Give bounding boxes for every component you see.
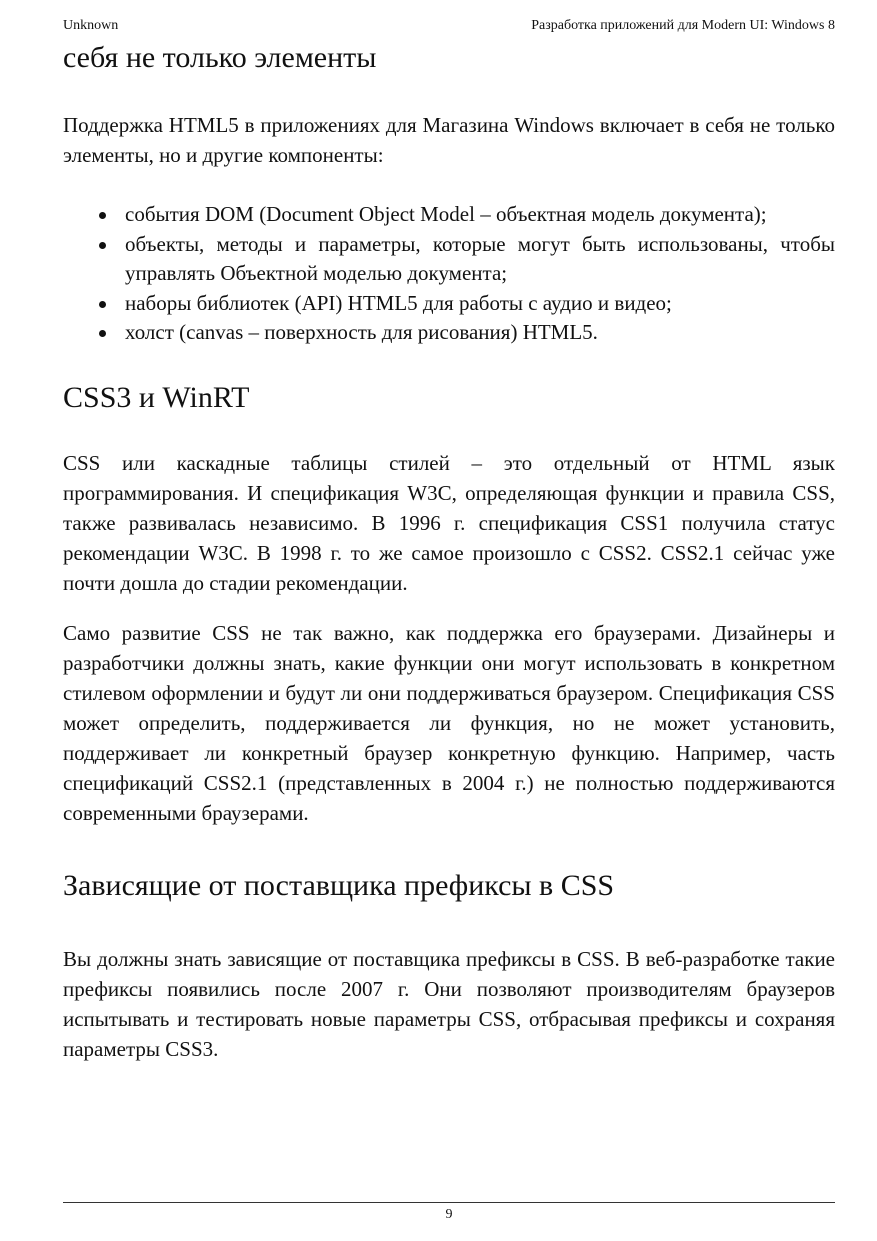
document-page <box>63 0 835 1241</box>
list-item: объекты, методы и параметры, которые могут быть использованы, чтобы управлять Объектной моделью документа; <box>125 230 835 289</box>
paragraph-browser-support: Само развитие CSS не так важно, как поддержка его браузерами. Дизайнеры и разработчики должны знать, какие функции они могут использовать в конкретном стилевом оформлении и будут ли они поддерживаться браузером. Спецификация CSS может определить, поддерживается ли функция, но не может установить, поддерживает ли конкретный браузер конкретную функцию. Например, часть спецификаций CSS2.1 (представленных в 2004 г.) не полностью поддерживаются современными браузерами. <box>63 620 835 825</box>
paragraph-css-history: CSS или каскадные таблицы стилей – это отдельный от HTML язык программирования. И спецификация W3C, определяющая функции и правила CSS, также развивалась независимо. В 1996 г. спецификация CSS1 получила статус рекомендации W3C. В 1998 г. то же самое произошло с CSS2. CSS2.1 сейчас уже почти дошла до стадии рекомендации. <box>63 450 835 595</box>
section-heading-css3-winrt: CSS3 и WinRT <box>63 380 250 414</box>
intro-paragraph: Поддержка HTML5 в приложениях для Магазина Windows включает в себя не только элементы, но и другие компоненты: <box>63 113 835 167</box>
list-item: наборы библиотек (API) HTML5 для работы с аудио и видео; <box>125 289 835 319</box>
page-content <box>63 40 835 1064</box>
paragraph-vendor-prefixes: Вы должны знать зависящие от поставщика префиксы в CSS. В веб-разработке такие префиксы появились после 2007 г. Они позволяют производителям браузеров испытывать и тестировать новые параметры CSS, отбрасывая префиксы и сохраняя параметры CSS3. <box>63 946 835 1061</box>
list-item: события DOM (Document Object Model – объектная модель документа); <box>125 200 835 230</box>
footer-divider <box>63 1202 835 1203</box>
section-heading-vendor-prefixes: Зависящие от поставщика префиксы в CSS <box>63 868 615 902</box>
header-author: Unknown <box>63 18 119 33</box>
feature-list <box>63 200 835 348</box>
header-book-title: Разработка приложений для Modern UI: Windows 8 <box>531 18 835 33</box>
continued-heading: себя не только элементы <box>63 41 377 74</box>
page-number: 9 <box>445 1207 453 1222</box>
list-item: холст (canvas – поверхность для рисования) HTML5. <box>125 318 835 348</box>
